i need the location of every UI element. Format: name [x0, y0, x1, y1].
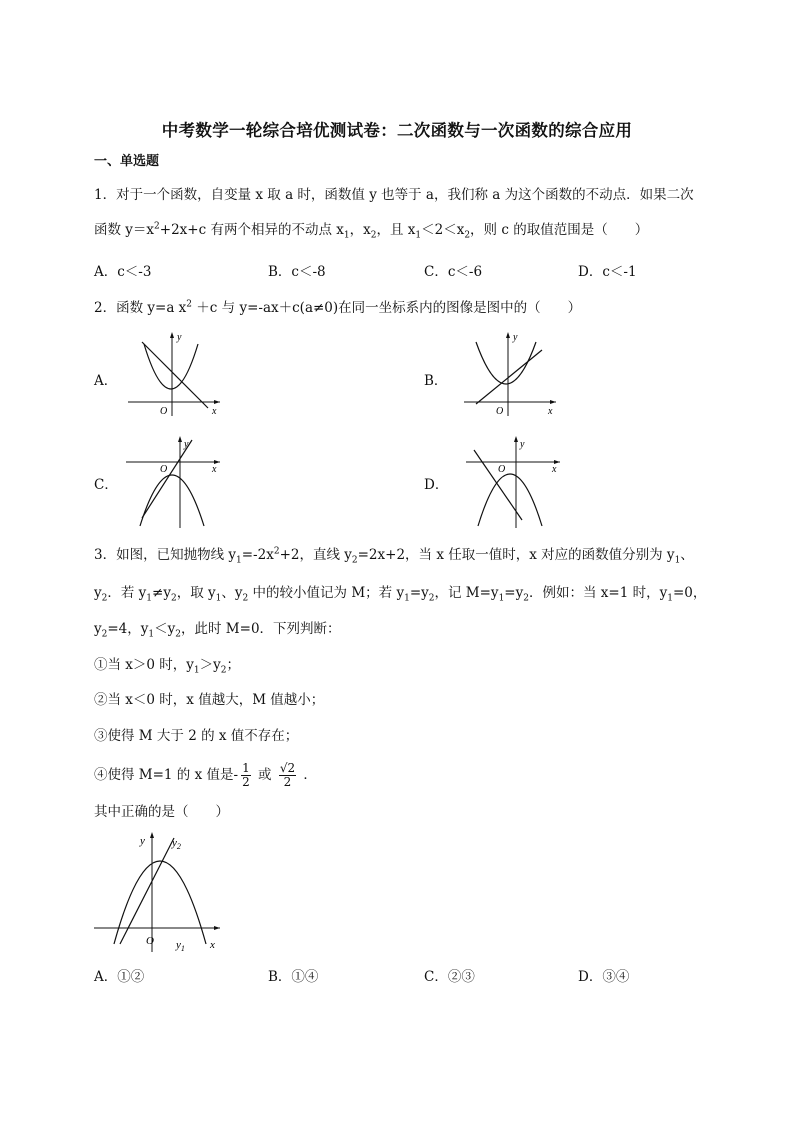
svg-text:x: x: [212, 406, 217, 417]
svg-text:O: O: [160, 406, 168, 417]
svg-text:O: O: [498, 464, 506, 475]
svg-text:x: x: [210, 939, 215, 951]
svg-text:y: y: [520, 439, 525, 450]
svg-text:O: O: [160, 464, 168, 475]
svg-text:x: x: [548, 406, 553, 417]
q1-option-b: B．c＜-8: [268, 264, 326, 280]
q3-line-1: 3．如图，已知抛物线 $y_1=-2x^2+2$，直线 $y_2=2x+2$，当 x 任取一值时，x 对应的函数值分别为 $y_1$、: [94, 546, 694, 566]
q3-option-c: C．②③: [424, 969, 475, 985]
q3-judgment-1: ①当 x＞0 时，$y_1>y_2$；: [94, 657, 241, 676]
q3-line-2: $y_2$．若 $y_1\ne y_2$，取 $y_1$、$y_2$ 中的较小值记为 M；若 $y_1=y_2$，记 $M=y_1=y_2$．例如：当 x=1 时，$y_1=0$，: [94, 585, 707, 604]
svg-text:y2: $y_2$: [172, 837, 181, 851]
q3-option-d: D．③④: [578, 969, 630, 985]
svg-text:y: y: [140, 835, 145, 847]
q1-option-c: C．c＜-6: [424, 264, 483, 280]
q1-line-2: 函数 $y=x^2+2x+c$ 有两个相异的不动点 $x_1$，$x_2$，且 $x_1<2<x_2$，则 c 的取值范围是（ ）: [94, 221, 649, 241]
svg-text:y: y: [184, 439, 189, 450]
page-title: 中考数学一轮综合培优测试卷：二次函数与一次函数的综合应用: [161, 121, 633, 140]
section-heading: 一、单选题: [94, 154, 160, 169]
q3-judgment-2: ②当 x＜0 时，x 值越大，M 值越小；: [94, 692, 325, 708]
svg-text:y1: $y_1$: [176, 939, 185, 953]
q3-option-a: A．①②: [94, 969, 145, 985]
q1-option-d: D．c＜-1: [578, 264, 637, 280]
fraction-root2-over-2: $\frac{√2}{2}$: [279, 761, 296, 789]
q2-graph-b: [458, 328, 558, 418]
q2-label-c: C．: [94, 477, 118, 493]
q3-judgment-3: ③使得 M 大于 2 的 x 值不存在；: [94, 728, 299, 744]
q2-label-b: B．: [424, 373, 448, 389]
q3-ask: 其中正确的是（ ）: [94, 804, 229, 820]
svg-text:y: y: [177, 332, 182, 343]
q1-option-a: A．c＜-3: [94, 264, 152, 280]
fraction-one-half: $\frac{1}{2}$: [242, 761, 250, 789]
q2-graph-d: [462, 434, 562, 530]
svg-text:O: O: [496, 406, 504, 417]
q2-label-a: A．: [94, 373, 118, 389]
q1-line-1: 1．对于一个函数，自变量 x 取 a 时，函数值 y 也等于 a，我们称 a 为这个函数的不动点．如果二次: [94, 187, 694, 203]
q3-judgment-4: ④使得 M=1 的 x 值是- $\frac{1}{2}$ 或 $\frac{√2}{2}$ ．: [94, 761, 317, 789]
svg-text:O: O: [146, 935, 154, 947]
svg-text:y: y: [513, 332, 518, 343]
q3-option-b: B．①④: [268, 969, 319, 985]
svg-text:x: x: [552, 464, 557, 475]
q3-figure: [92, 830, 224, 956]
q2-graph-a: [122, 328, 222, 418]
svg-text:x: x: [212, 464, 217, 475]
q3-line-3: $y_2=4$，$y_1<y_2$，此时 M=0．下列判断：: [94, 621, 341, 640]
q2-label-d: D．: [424, 477, 449, 493]
q2-stem: 2．函数 y=a $x^2 +c$ 与 y=-ax＋c(a≠0)在同一坐标系内的图像是图中的（ ）: [94, 299, 582, 316]
q2-graph-c: [122, 434, 222, 530]
